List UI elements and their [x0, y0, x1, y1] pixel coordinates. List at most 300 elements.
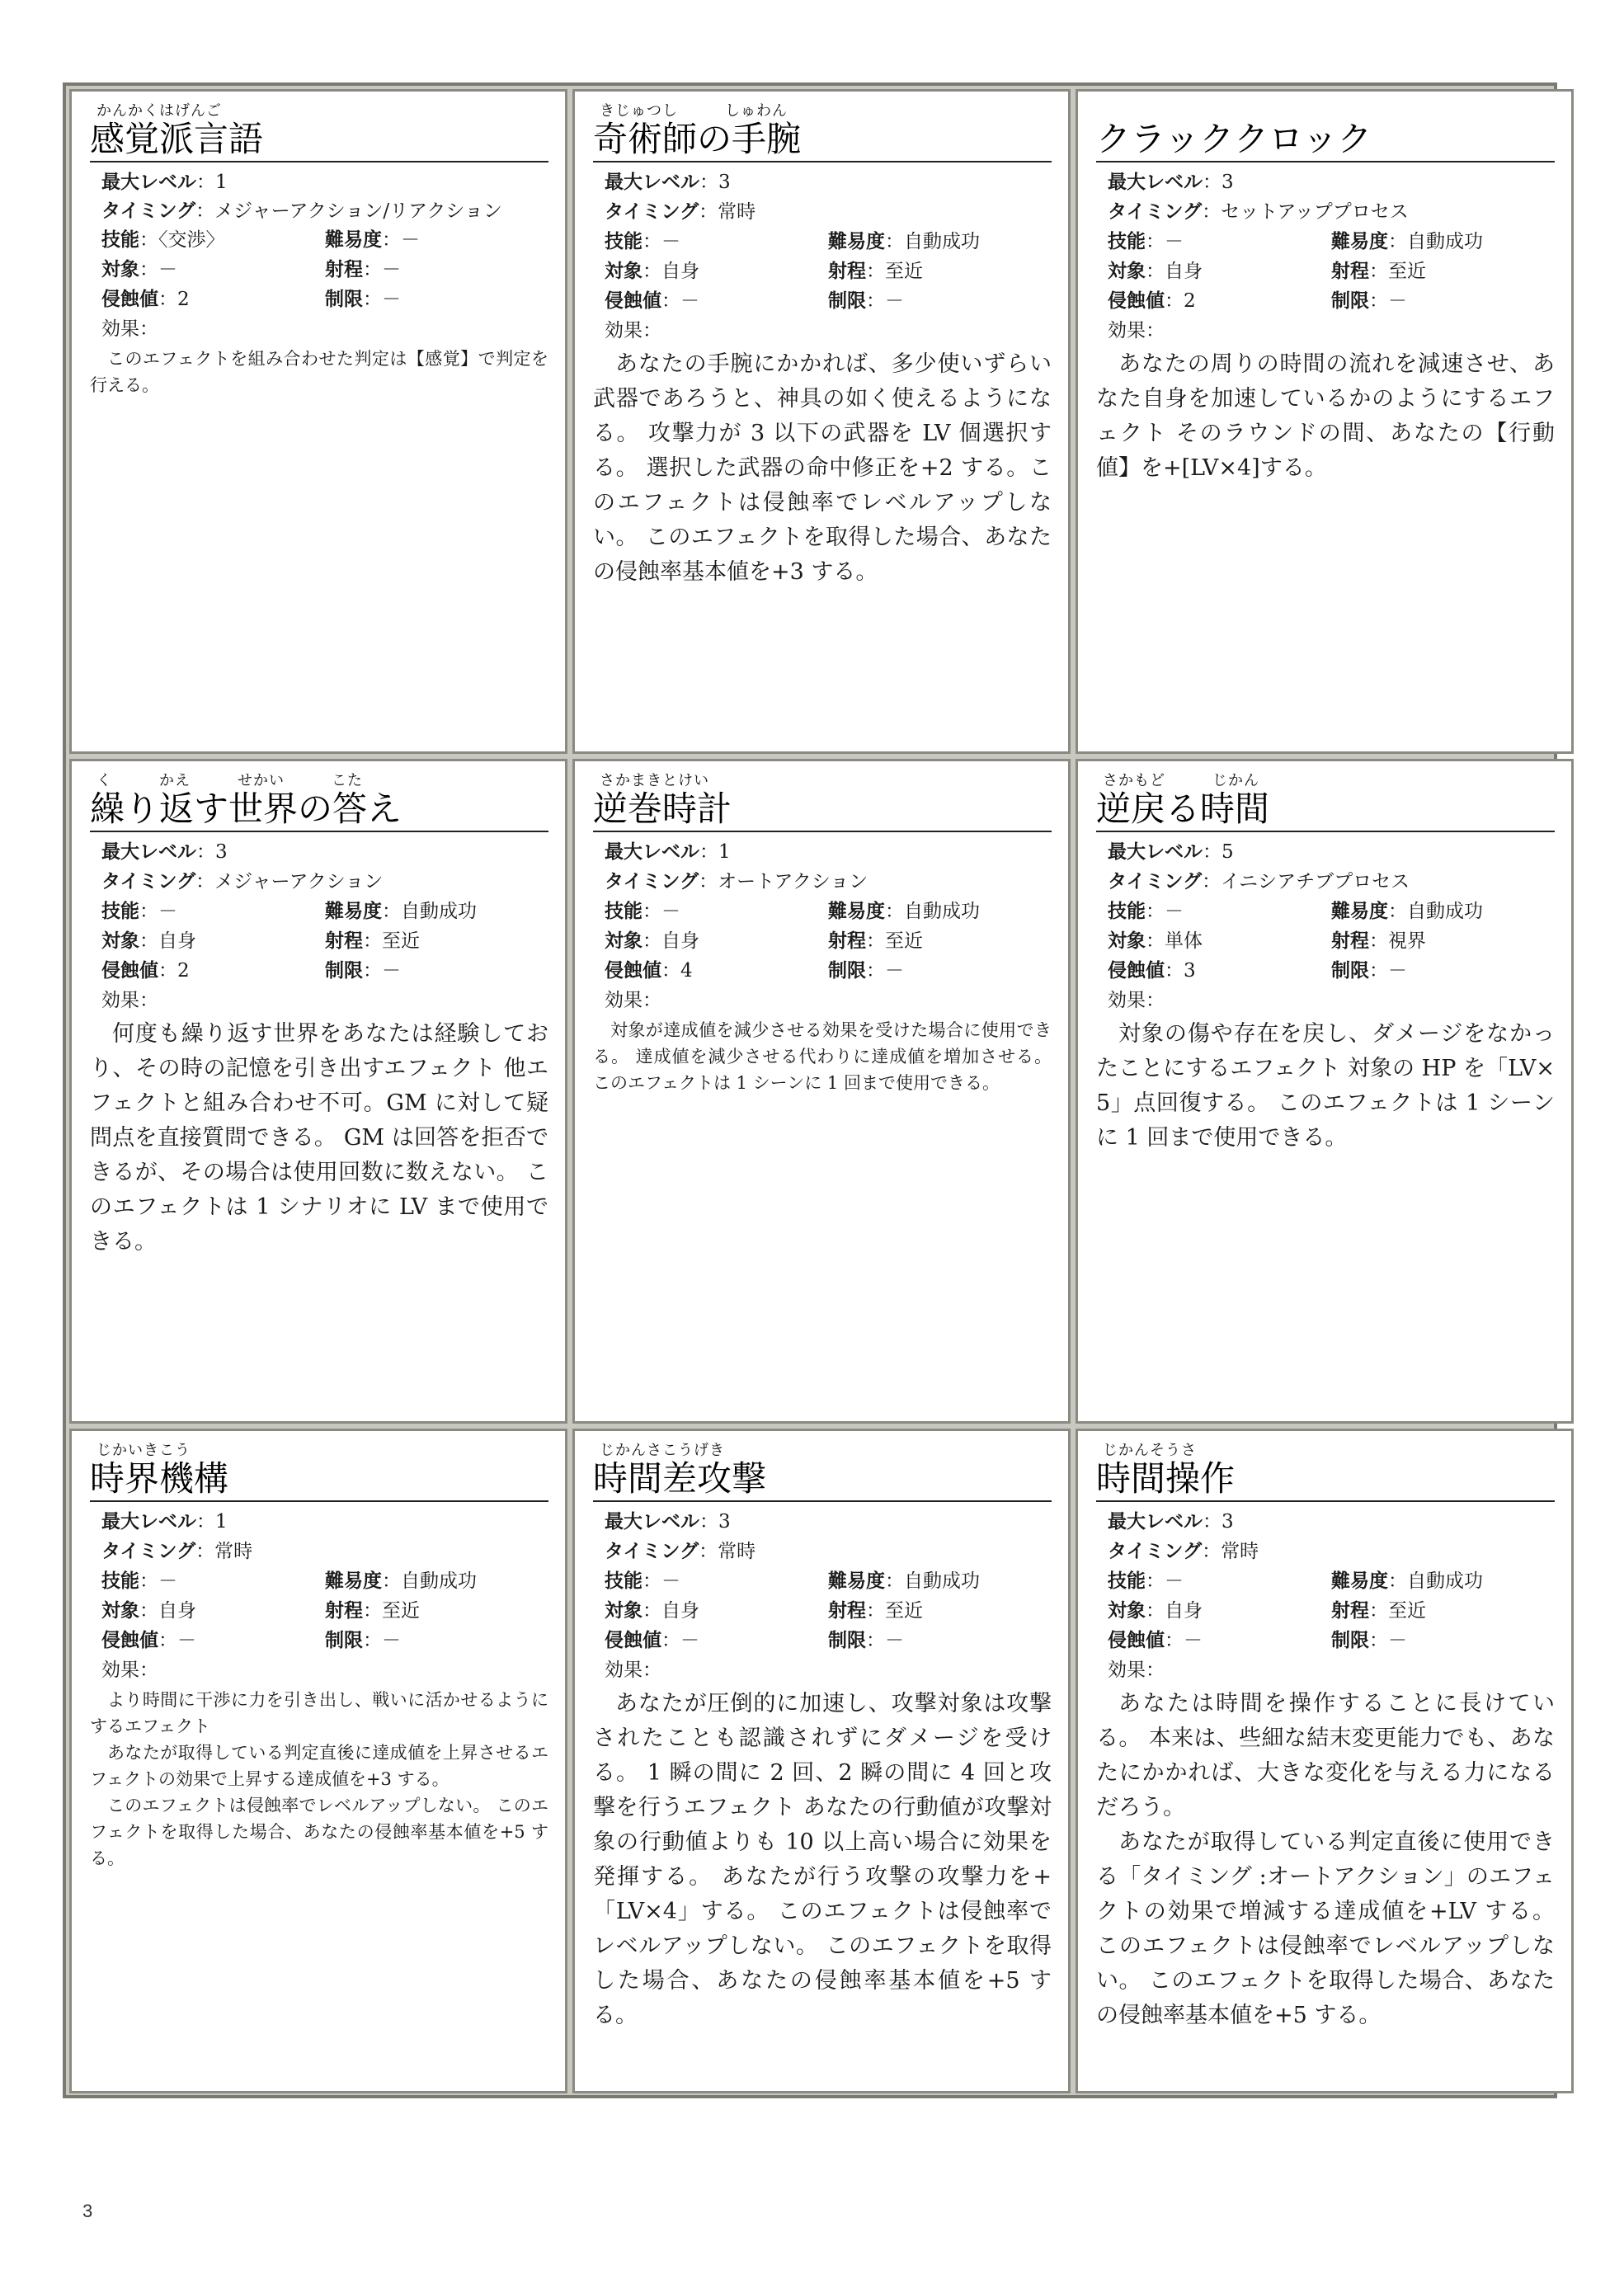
limit-value: － — [1388, 290, 1407, 312]
effect-label: 効果 — [605, 1660, 643, 1681]
skill-row — [593, 227, 1052, 257]
effect-text — [1096, 1017, 1555, 1156]
effect-heading: 効果： — [605, 1660, 661, 1681]
skill-label: 技能 — [1108, 901, 1146, 922]
timing-value: メジャーアクション — [214, 871, 384, 892]
skill-value: － — [661, 901, 680, 922]
title-ruby — [1096, 103, 1555, 120]
skill-value: － — [661, 231, 680, 252]
limit: 制限：－ — [1331, 290, 1407, 312]
limit-label: 制限 — [1331, 1630, 1369, 1651]
max-level-value: 1 — [215, 1511, 228, 1533]
timing-label: タイミング — [605, 1541, 699, 1562]
effect-card — [572, 1429, 1071, 2093]
erosion-value: 2 — [177, 960, 190, 982]
difficulty-value: 自動成功 — [1407, 901, 1483, 922]
range: 射程：至近 — [828, 261, 923, 282]
erosion-value: 2 — [1184, 290, 1196, 312]
effect-text — [1096, 1687, 1555, 2033]
effect-paragraph: あなたは時間を操作することに長けている。 本来は、些細な結末変更能力でも、あなたにかかれば、大きな変化を与える力になるだろう。 — [1096, 1691, 1555, 1820]
target-label: 対象 — [1108, 1600, 1146, 1622]
erosion: 侵蝕値：4 — [605, 960, 693, 982]
max-level-label: 最大レベル — [605, 172, 699, 193]
range-value: － — [382, 259, 401, 280]
difficulty-value: 自動成功 — [1407, 1570, 1483, 1592]
skill-value: － — [158, 1570, 177, 1592]
difficulty-label: 難易度 — [828, 1570, 885, 1592]
skill-row — [1096, 897, 1555, 926]
target-label: 対象 — [101, 930, 139, 952]
erosion-label: 侵蝕値 — [101, 960, 158, 982]
target-row — [90, 926, 548, 956]
target: 対象：自身 — [605, 261, 699, 282]
skill-row — [90, 225, 548, 255]
limit-label: 制限 — [828, 960, 866, 982]
target-row — [593, 257, 1052, 286]
limit-label: 制限 — [325, 1630, 363, 1651]
difficulty-label: 難易度 — [828, 231, 885, 252]
limit: 制限：－ — [1331, 960, 1407, 982]
range-label: 射程 — [828, 1600, 866, 1622]
max-level-value: 1 — [718, 841, 731, 863]
target-row — [1096, 926, 1555, 956]
skill-value: － — [158, 901, 177, 922]
effect-card — [1076, 759, 1574, 1424]
erosion-row — [1096, 1626, 1555, 1655]
erosion-value: 3 — [1184, 960, 1196, 982]
erosion-row — [593, 1626, 1052, 1655]
target-value: 自身 — [661, 1600, 699, 1622]
target-row — [1096, 257, 1555, 286]
timing: タイミング：常時 — [605, 201, 756, 223]
title-ruby: かんかくはげんご — [96, 102, 222, 120]
limit-value: － — [885, 290, 904, 312]
max-level-label: 最大レベル — [101, 841, 196, 863]
difficulty-value: 自動成功 — [401, 1570, 477, 1592]
effect-label: 効果 — [101, 990, 139, 1011]
range: 射程：至近 — [1331, 1600, 1426, 1622]
range: 射程：視界 — [1331, 930, 1426, 952]
range-value: 至近 — [885, 1600, 923, 1622]
max-level-label: 最大レベル — [605, 1511, 699, 1533]
timing: タイミング：メジャーアクション — [101, 871, 384, 892]
skill-value: 〈交渉〉 — [158, 229, 225, 251]
max-level: 最大レベル：3 — [605, 1511, 731, 1533]
effect-title: 時間操作 — [1096, 1459, 1555, 1502]
effect-text — [593, 1017, 1052, 1096]
target-label: 対象 — [1108, 930, 1146, 952]
timing-label: タイミング — [605, 871, 699, 892]
max-level-value: 3 — [1222, 172, 1234, 193]
erosion: 侵蝕値：－ — [605, 1630, 699, 1651]
range: 射程：至近 — [828, 930, 923, 952]
erosion: 侵蝕値：3 — [1108, 960, 1196, 982]
effect-label: 効果 — [1108, 1660, 1146, 1681]
difficulty: 難易度：自動成功 — [1331, 901, 1483, 922]
skill-row — [1096, 1566, 1555, 1596]
difficulty-label: 難易度 — [325, 229, 382, 251]
timing-label: タイミング — [1108, 1541, 1203, 1562]
max-level: 最大レベル：3 — [1108, 1511, 1234, 1533]
max-level-value: 1 — [215, 172, 228, 193]
range-value: 至近 — [382, 930, 420, 952]
effect-text — [90, 346, 548, 398]
skill: 技能：－ — [101, 901, 177, 922]
difficulty-value: 自動成功 — [904, 231, 980, 252]
target: 対象：自身 — [1108, 1600, 1203, 1622]
effect-card — [69, 1429, 567, 2093]
max-level: 最大レベル：3 — [1108, 172, 1234, 193]
target-row — [90, 255, 548, 285]
skill: 技能：－ — [1108, 1570, 1184, 1592]
effect-text — [90, 1017, 548, 1260]
timing: タイミング：イニシアチブプロセス — [1108, 871, 1410, 892]
max-level-value: 3 — [718, 1511, 731, 1533]
effect-title: 奇術師の手腕 — [593, 120, 1052, 162]
effect-label: 効果 — [101, 318, 139, 340]
timing: タイミング：常時 — [101, 1541, 253, 1562]
skill: 技能：－ — [605, 1570, 680, 1592]
effect-heading: 効果： — [1108, 990, 1165, 1011]
skill: 技能：－ — [1108, 901, 1184, 922]
max-level-label: 最大レベル — [1108, 172, 1203, 193]
erosion-label: 侵蝕値 — [101, 289, 158, 310]
target-label: 対象 — [1108, 261, 1146, 282]
target-label: 対象 — [101, 1600, 139, 1622]
timing-value: 常時 — [718, 1541, 756, 1562]
max-level-value: 5 — [1222, 841, 1234, 863]
erosion-label: 侵蝕値 — [1108, 1630, 1165, 1651]
effect-card — [572, 759, 1071, 1424]
target-value: 自身 — [661, 261, 699, 282]
effect-card — [69, 89, 567, 754]
effect-title: 時界機構 — [90, 1459, 548, 1502]
effect-paragraph: あなたの周りの時間の流れを減速させ、あなた自身を加速しているかのようにするエフェクト そのラウンドの間、あなたの【行動値】を+[LV×4]する。 — [1096, 351, 1555, 481]
title-ruby: さかもど じかん — [1103, 772, 1259, 789]
target-row — [1096, 1596, 1555, 1626]
timing-label: タイミング — [1108, 871, 1203, 892]
erosion: 侵蝕値：－ — [101, 1630, 196, 1651]
target-value: 単体 — [1165, 930, 1203, 952]
range: 射程：至近 — [325, 1600, 420, 1622]
skill: 技能：－ — [605, 901, 680, 922]
difficulty: 難易度：自動成功 — [828, 231, 980, 252]
target: 対象：自身 — [605, 930, 699, 952]
target-row — [593, 926, 1052, 956]
difficulty: 難易度：自動成功 — [1331, 1570, 1483, 1592]
effect-heading: 効果： — [101, 318, 158, 340]
skill-label: 技能 — [1108, 1570, 1146, 1592]
effect-heading: 効果： — [101, 1660, 158, 1681]
erosion-label: 侵蝕値 — [1108, 960, 1165, 982]
target-label: 対象 — [605, 1600, 643, 1622]
title-ruby: きじゅつし しゅわん — [600, 102, 788, 120]
range-value: 至近 — [382, 1600, 420, 1622]
target-label: 対象 — [605, 930, 643, 952]
max-level-label: 最大レベル — [101, 1511, 196, 1533]
target-label: 対象 — [101, 259, 139, 280]
max-level-value: 3 — [215, 841, 228, 863]
timing-value: セットアッププロセス — [1221, 201, 1409, 223]
skill: 技能：〈交渉〉 — [101, 229, 225, 251]
timing: タイミング：オートアクション — [605, 871, 868, 892]
effect-label: 効果 — [101, 1660, 139, 1681]
max-level-label: 最大レベル — [605, 841, 699, 863]
title-ruby: さかまきとけい — [600, 772, 709, 789]
effect-card-grid — [63, 82, 1557, 2098]
skill: 技能：－ — [101, 1570, 177, 1592]
limit: 制限：－ — [1331, 1630, 1407, 1651]
timing-label: タイミング — [101, 1541, 196, 1562]
range: 射程：－ — [325, 259, 401, 280]
max-level-label: 最大レベル — [101, 172, 196, 193]
erosion-row — [90, 1626, 548, 1655]
difficulty: 難易度：－ — [325, 229, 420, 251]
effect-text — [593, 1687, 1052, 2033]
timing: タイミング：常時 — [605, 1541, 756, 1562]
effect-text — [1096, 347, 1555, 486]
limit: 制限：－ — [325, 960, 401, 982]
effect-paragraph: 対象の傷や存在を戻し、ダメージをなかったことにするエフェクト 対象の HP を「LV×5」点回復する。 このエフェクトは 1 シーンに 1 回まで使用できる。 — [1096, 1021, 1555, 1151]
range-label: 射程 — [325, 1600, 363, 1622]
skill-label: 技能 — [101, 901, 139, 922]
title-ruby: じかいきこう — [96, 1442, 191, 1459]
difficulty: 難易度：自動成功 — [828, 1570, 980, 1592]
effect-label: 効果 — [605, 990, 643, 1011]
timing-value: 常時 — [1221, 1541, 1259, 1562]
range-value: 視界 — [1388, 930, 1426, 952]
limit: 制限：－ — [828, 960, 904, 982]
difficulty: 難易度：自動成功 — [1331, 231, 1483, 252]
limit-label: 制限 — [325, 289, 363, 310]
erosion-value: － — [1184, 1630, 1203, 1651]
max-level-label: 最大レベル — [1108, 841, 1203, 863]
erosion-row — [593, 956, 1052, 986]
max-level: 最大レベル：5 — [1108, 841, 1234, 863]
skill: 技能：－ — [605, 231, 680, 252]
difficulty-label: 難易度 — [325, 1570, 382, 1592]
max-level-value: 3 — [1222, 1511, 1234, 1533]
effect-title: 逆戻る時間 — [1096, 789, 1555, 832]
range-label: 射程 — [1331, 930, 1369, 952]
range-value: 至近 — [885, 261, 923, 282]
limit-value: － — [382, 289, 401, 310]
limit-value: － — [382, 1630, 401, 1651]
erosion: 侵蝕値：2 — [101, 289, 190, 310]
skill-label: 技能 — [605, 231, 643, 252]
erosion-label: 侵蝕値 — [605, 960, 661, 982]
skill-value: － — [1165, 1570, 1184, 1592]
range: 射程：至近 — [325, 930, 420, 952]
target: 対象：自身 — [605, 1600, 699, 1622]
difficulty-value: 自動成功 — [1407, 231, 1483, 252]
title-ruby: く かえ せかい こた — [96, 772, 363, 789]
erosion-value: － — [177, 1630, 196, 1651]
difficulty: 難易度：自動成功 — [325, 1570, 477, 1592]
effect-paragraph: このエフェクトは侵蝕率でレベルアップしない。 このエフェクトを取得した場合、あなたの侵蝕率基本値を+5 する。 — [90, 1796, 548, 1868]
range-value: 至近 — [885, 930, 923, 952]
limit-value: － — [885, 960, 904, 982]
skill-value: － — [1165, 231, 1184, 252]
range-label: 射程 — [325, 930, 363, 952]
erosion: 侵蝕値：－ — [605, 290, 699, 312]
difficulty: 難易度：自動成功 — [325, 901, 477, 922]
max-level-label: 最大レベル — [1108, 1511, 1203, 1533]
range-label: 射程 — [828, 261, 866, 282]
limit: 制限：－ — [325, 289, 401, 310]
difficulty: 難易度：自動成功 — [828, 901, 980, 922]
limit: 制限：－ — [828, 290, 904, 312]
skill-label: 技能 — [605, 1570, 643, 1592]
target-row — [90, 1596, 548, 1626]
difficulty-label: 難易度 — [325, 901, 382, 922]
skill-row — [593, 1566, 1052, 1596]
range-value: 至近 — [1388, 1600, 1426, 1622]
difficulty-value: 自動成功 — [401, 901, 477, 922]
effect-paragraph: あなたが取得している判定直後に使用できる「タイミング :オートアクション」のエフェクトの効果で増減する達成値を+LV する。 このエフェクトは侵蝕率でレベルアップしない。 このエフェクトを取得した場合、あなたの侵蝕率基本値を+5 する。 — [1096, 1829, 1555, 2028]
limit: 制限：－ — [828, 1630, 904, 1651]
target: 対象：自身 — [101, 930, 196, 952]
skill-value: － — [1165, 901, 1184, 922]
effect-text — [90, 1687, 548, 1872]
skill-row — [1096, 227, 1555, 257]
skill-row — [593, 897, 1052, 926]
skill-label: 技能 — [101, 1570, 139, 1592]
effect-heading: 効果： — [1108, 1660, 1165, 1681]
max-level: 最大レベル：1 — [605, 841, 731, 863]
range-label: 射程 — [1331, 261, 1369, 282]
max-level: 最大レベル：3 — [605, 172, 731, 193]
target: 対象：自身 — [101, 1600, 196, 1622]
effect-label: 効果 — [1108, 990, 1146, 1011]
difficulty-value: 自動成功 — [904, 901, 980, 922]
difficulty-label: 難易度 — [1331, 231, 1388, 252]
target-value: － — [158, 259, 177, 280]
erosion-row — [90, 285, 548, 314]
timing: タイミング：メジャーアクション/リアクション — [101, 200, 502, 222]
limit-label: 制限 — [828, 1630, 866, 1651]
limit-value: － — [885, 1630, 904, 1651]
effect-card — [69, 759, 567, 1424]
target-value: 自身 — [1165, 261, 1203, 282]
erosion-row — [593, 286, 1052, 316]
target-label: 対象 — [605, 261, 643, 282]
timing-value: 常時 — [718, 201, 756, 223]
timing-value: 常時 — [214, 1541, 253, 1562]
difficulty-value: 自動成功 — [904, 1570, 980, 1592]
erosion-value: 2 — [177, 289, 190, 310]
limit-value: － — [1388, 1630, 1407, 1651]
timing-value: イニシアチブプロセス — [1221, 871, 1410, 892]
erosion-row — [1096, 286, 1555, 316]
effect-title: 感覚派言語 — [90, 120, 548, 162]
timing-label: タイミング — [101, 200, 196, 222]
effect-paragraph: このエフェクトを組み合わせた判定は【感覚】で判定を行える。 — [90, 349, 548, 395]
effect-title: 繰り返す世界の答え — [90, 789, 548, 832]
erosion: 侵蝕値：2 — [1108, 290, 1196, 312]
target-value: 自身 — [661, 930, 699, 952]
effect-paragraph: 何度も繰り返す世界をあなたは経験しており、その時の記憶を引き出すエフェクト 他エフェクトと組み合わせ不可。GM に対して疑問点を直接質問できる。 GM は回答を拒否できるが、その場合は使用回数に数えない。 このエフェクトは 1 シナリオに LV まで使用できる。 — [90, 1021, 548, 1255]
title-ruby: じかんさこうげき — [600, 1442, 725, 1459]
erosion-label: 侵蝕値 — [1108, 290, 1165, 312]
limit: 制限：－ — [325, 1630, 401, 1651]
max-level: 最大レベル：3 — [101, 841, 228, 863]
timing: タイミング：セットアッププロセス — [1108, 201, 1409, 223]
timing-value: オートアクション — [718, 871, 868, 892]
erosion-row — [90, 956, 548, 986]
limit-label: 制限 — [1331, 290, 1369, 312]
skill-row — [90, 1566, 548, 1596]
effect-heading: 効果： — [605, 320, 661, 341]
max-level: 最大レベル：1 — [101, 1511, 228, 1533]
target-value: 自身 — [1165, 1600, 1203, 1622]
page-number: 3 — [82, 2201, 93, 2221]
limit-label: 制限 — [325, 960, 363, 982]
difficulty-label: 難易度 — [1331, 1570, 1388, 1592]
range: 射程：至近 — [1331, 261, 1426, 282]
range-value: 至近 — [1388, 261, 1426, 282]
effect-heading: 効果： — [605, 990, 661, 1011]
effect-heading: 効果： — [101, 990, 158, 1011]
difficulty-label: 難易度 — [828, 901, 885, 922]
erosion-label: 侵蝕値 — [605, 290, 661, 312]
limit-value: － — [382, 960, 401, 982]
effect-card — [572, 89, 1071, 754]
skill-label: 技能 — [1108, 231, 1146, 252]
skill-value: － — [661, 1570, 680, 1592]
effect-paragraph: あなたが取得している判定直後に達成値を上昇させるエフェクトの効果で上昇する達成値を+3 する。 — [90, 1743, 548, 1789]
title-ruby: じかんそうさ — [1103, 1442, 1197, 1459]
erosion-value: － — [680, 290, 699, 312]
range-label: 射程 — [1331, 1600, 1369, 1622]
target-value: 自身 — [158, 930, 196, 952]
target-value: 自身 — [158, 1600, 196, 1622]
effect-heading: 効果： — [1108, 320, 1165, 341]
limit-label: 制限 — [1331, 960, 1369, 982]
skill-label: 技能 — [605, 901, 643, 922]
timing-value: メジャーアクション/リアクション — [214, 200, 502, 222]
erosion-label: 侵蝕値 — [605, 1630, 661, 1651]
effect-title: 逆巻時計 — [593, 789, 1052, 832]
effect-paragraph: 対象が達成値を減少させる効果を受けた場合に使用できる。 達成値を減少させる代わりに達成値を増加させる。 このエフェクトは 1 シーンに 1 回まで使用できる。 — [593, 1020, 1052, 1093]
effect-paragraph: あなたが圧倒的に加速し、攻撃対象は攻撃されたことも認識されずにダメージを受ける。 1 瞬の間に 2 回、2 瞬の間に 4 回と攻撃を行うエフェクト あなたの行動値が攻撃対象の行動値よりも 10 以上高い場合に効果を発揮する。 あなたが行う攻撃の攻撃力を+「LV×4」する。 このエフェクトは侵蝕率でレベルアップしない。 このエフェクトを取得した場合、あなたの侵蝕率基本値を+5 する。 — [593, 1691, 1052, 2028]
effect-paragraph: あなたの手腕にかかれば、多少使いずらい武器であろうと、神具の如く使えるようになる。 攻撃力が 3 以下の武器を LV 個選択する。 選択した武器の命中修正を+2 する。このエフェクトは侵蝕率でレベルアップしない。 このエフェクトを取得した場合、あなたの侵蝕率基本値を+3 する。 — [593, 351, 1052, 585]
difficulty-value: － — [401, 229, 420, 251]
range: 射程：至近 — [828, 1600, 923, 1622]
max-level-value: 3 — [718, 172, 731, 193]
erosion: 侵蝕値：2 — [101, 960, 190, 982]
timing-label: タイミング — [1108, 201, 1203, 223]
erosion-row — [1096, 956, 1555, 986]
target: 対象：自身 — [1108, 261, 1203, 282]
effect-label: 効果 — [605, 320, 643, 341]
range-label: 射程 — [828, 930, 866, 952]
skill-label: 技能 — [101, 229, 139, 251]
effect-card — [1076, 89, 1574, 754]
skill: 技能：－ — [1108, 231, 1184, 252]
target-row — [593, 1596, 1052, 1626]
limit-value: － — [1388, 960, 1407, 982]
effect-label: 効果 — [1108, 320, 1146, 341]
target: 対象：－ — [101, 259, 177, 280]
erosion-value: － — [680, 1630, 699, 1651]
limit-label: 制限 — [828, 290, 866, 312]
effect-card — [1076, 1429, 1574, 2093]
erosion-value: 4 — [680, 960, 693, 982]
effect-title: クラッククロック — [1096, 120, 1555, 162]
effect-paragraph: より時間に干渉に力を引き出し、戦いに活かせるようにするエフェクト — [90, 1690, 548, 1736]
erosion-label: 侵蝕値 — [101, 1630, 158, 1651]
